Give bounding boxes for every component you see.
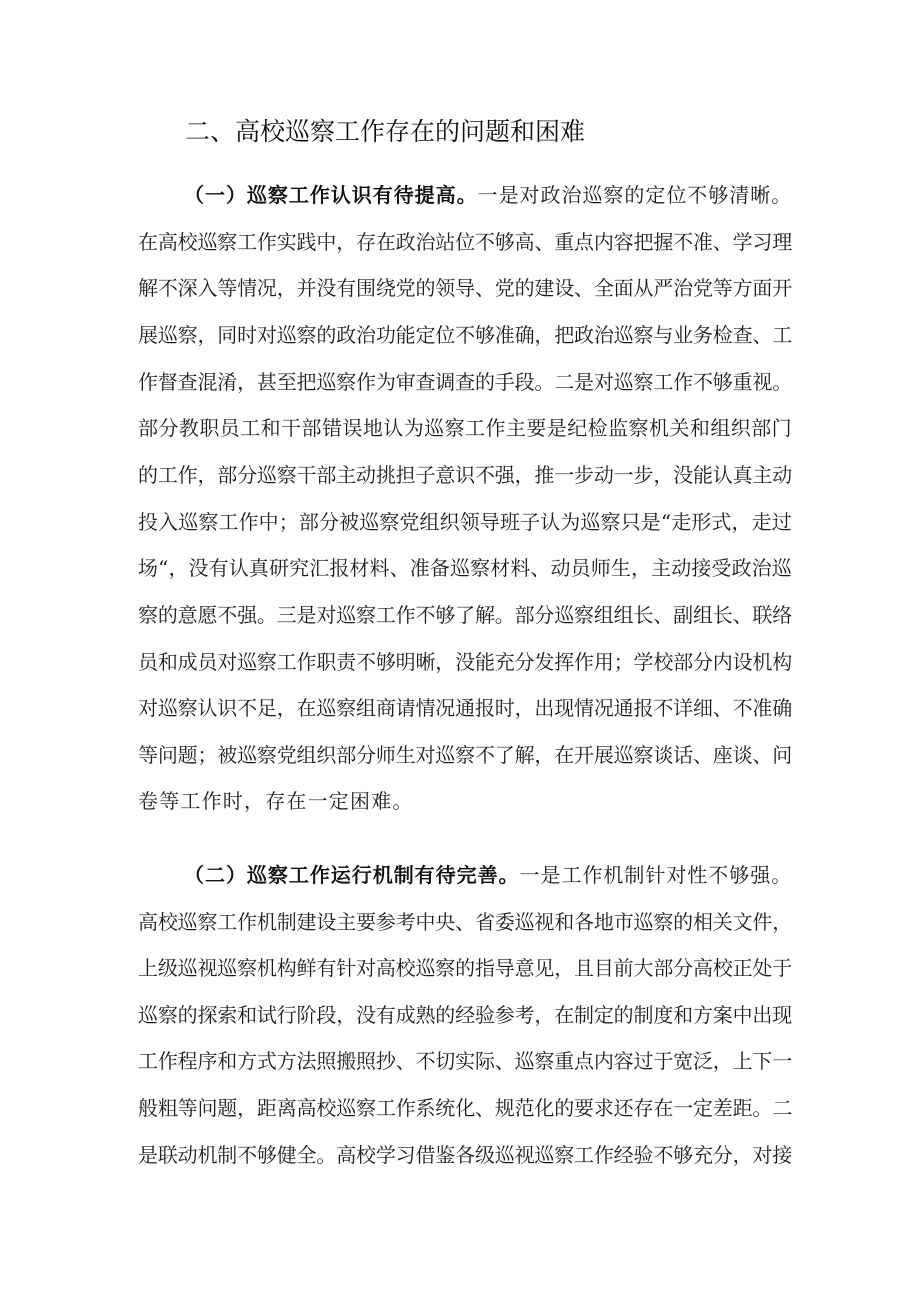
- paragraph-line: 在高校巡察工作实践中，存在政治站位不够高、重点内容把握不准、学习理: [138, 230, 793, 254]
- paragraph-line: 作督查混淆，甚至把巡察作为审查调查的手段。二是对巡察工作不够重视。: [138, 370, 793, 394]
- paragraph-line: 上级巡视巡察机构鲜有针对高校巡察的指导意见，且目前大部分高校正处于: [138, 956, 793, 980]
- paragraph-text: 一是对政治巡察的定位不够清晰。: [477, 183, 793, 207]
- paragraph-line: 察的意愿不强。三是对巡察工作不够了解。部分巡察组组长、副组长、联络: [138, 603, 793, 627]
- paragraph-line: 员和成员对巡察工作职责不够明晰，没能充分发挥作用；学校部分内设机构: [138, 650, 793, 674]
- paragraph-text: 一是工作机制针对性不够强。: [519, 863, 793, 887]
- paragraph-line: 高校巡察工作机制建设主要参考中央、省委巡视和各地市巡察的相关文件，: [138, 910, 793, 934]
- paragraph-line: 投入巡察工作中；部分被巡察党组织领导班子认为巡察只是“走形式，走过: [138, 510, 792, 534]
- paragraph-line: 工作程序和方式方法照搬照抄、不切实际、巡察重点内容过于宽泛，上下一: [138, 1049, 793, 1073]
- paragraph-line: 巡察的探索和试行阶段，没有成熟的经验参考，在制定的制度和方案中出现: [138, 1003, 793, 1027]
- paragraph-line: [184, 182, 792, 208]
- paragraph-line: [184, 862, 792, 888]
- paragraph-heading: （二）巡察工作运行机制有待完善。: [184, 863, 520, 887]
- paragraph-heading: （一）巡察工作认识有待提高。: [184, 183, 478, 207]
- paragraph-line: 解不深入等情况，并没有围绕党的领导、党的建设、全面从严治党等方面开: [138, 276, 793, 300]
- paragraph-line: 对巡察认识不足，在巡察组商请情况通报时，出现情况通报不详细、不准确: [138, 696, 793, 720]
- paragraph-line: 是联动机制不够健全。高校学习借鉴各级巡视巡察工作经验不够充分，对接: [138, 1143, 793, 1167]
- paragraph-line: 的工作，部分巡察干部主动挑担子意识不强，推一步动一步，没能认真主动: [138, 463, 793, 487]
- paragraph-line: 卷等工作时，存在一定困难。: [138, 789, 414, 813]
- paragraph-line: 般粗等问题，距离高校巡察工作系统化、规范化的要求还存在一定差距。二: [138, 1096, 793, 1120]
- paragraph-line: 等问题；被巡察党组织部分师生对巡察不了解，在开展巡察谈话、座谈、问: [138, 743, 793, 767]
- section-heading: 二、高校巡察工作存在的问题和困难: [185, 117, 586, 146]
- paragraph-line: 场“，没有认真研究汇报材料、准备巡察材料、动员师生，主动接受政治巡: [138, 556, 792, 580]
- paragraph-line: 部分教职员工和干部错误地认为巡察工作主要是纪检监察机关和组织部门: [138, 416, 793, 440]
- paragraph-line: 展巡察，同时对巡察的政治功能定位不够准确，把政治巡察与业务检查、工: [138, 323, 793, 347]
